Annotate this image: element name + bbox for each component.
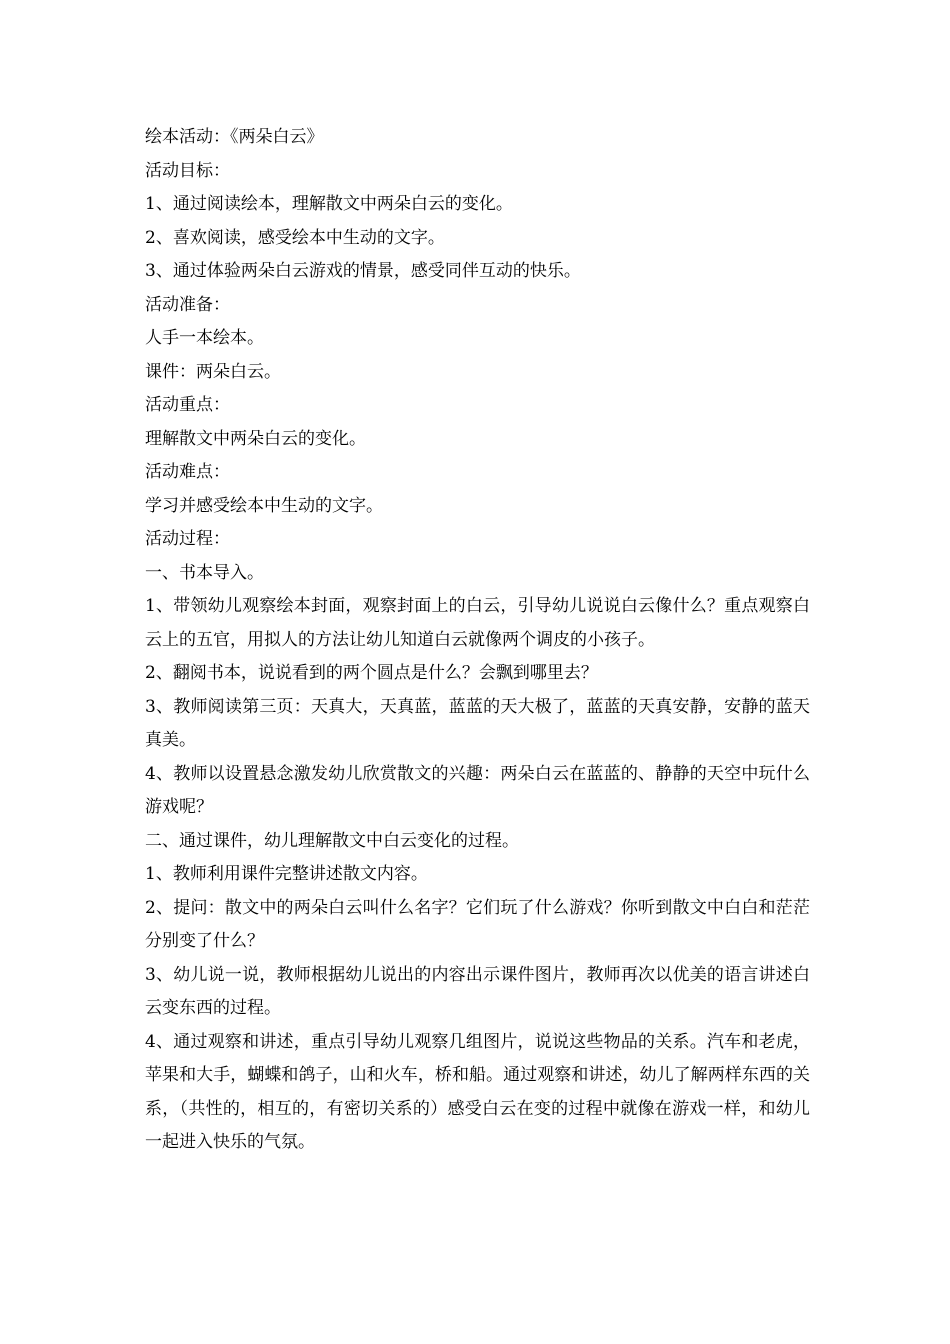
process-part-2-step-2: 2、提问：散文中的两朵白云叫什么名字？它们玩了什么游戏？你听到散文中白白和茫茫分别变了什么？ — [145, 897, 810, 951]
document-body — [145, 121, 810, 1160]
section-heading-difficulty: 活动难点： — [145, 462, 230, 482]
process-part-1-step-2: 2、翻阅书本，说说看到的两个圆点是什么？会飘到哪里去？ — [145, 663, 598, 683]
document-title: 绘本活动：《两朵白云》 — [145, 127, 324, 147]
key-point-text: 理解散文中两朵白云的变化。 — [145, 428, 366, 449]
process-part-1-step-3: 3、教师阅读第三页：天真大，天真蓝，蓝蓝的天大极了，蓝蓝的天真安静，安静的蓝天真美。 — [145, 696, 810, 750]
process-part-2-step-1: 1、教师利用课件完整讲述散文内容。 — [145, 864, 428, 884]
section-heading-process: 活动过程： — [145, 529, 230, 549]
process-part-2-step-4: 4、通过观察和讲述，重点引导幼儿观察几组图片，说说这些物品的关系。汽车和老虎，苹果和大手，蝴蝶和鸽子，山和火车，桥和船。通过观察和讲述，幼儿了解两样东西的关系，（共性的，相互的，有密切关系的）感受白云在变的过程中就像在游戏一样，和幼儿一起进入快乐的气氛。 — [145, 1031, 810, 1152]
goal-item-3: 3、通过体验两朵白云游戏的情景，感受同伴互动的快乐。 — [145, 261, 581, 281]
preparation-item-2: 课件：两朵白云。 — [145, 361, 281, 382]
process-part-1-heading: 一、书本导入。 — [145, 562, 264, 583]
section-heading-key-point: 活动重点： — [145, 395, 230, 415]
goal-item-1: 1、通过阅读绘本，理解散文中两朵白云的变化。 — [145, 194, 513, 214]
process-part-2-step-3: 3、幼儿说一说，教师根据幼儿说出的内容出示课件图片，教师再次以优美的语言讲述白云变东西的过程。 — [145, 964, 810, 1018]
section-heading-preparation: 活动准备： — [145, 294, 230, 315]
process-part-1-step-1: 1、带领幼儿观察绘本封面，观察封面上的白云，引导幼儿说说白云像什么？重点观察白云上的五官，用拟人的方法让幼儿知道白云就像两个调皮的小孩子。 — [145, 596, 810, 650]
section-heading-goals: 活动目标： — [145, 160, 230, 181]
goal-item-2: 2、喜欢阅读，感受绘本中生动的文字。 — [145, 227, 445, 248]
preparation-item-1: 人手一本绘本。 — [145, 328, 264, 348]
difficulty-text: 学习并感受绘本中生动的文字。 — [145, 495, 383, 516]
process-part-1-step-4: 4、教师以设置悬念激发幼儿欣赏散文的兴趣：两朵白云在蓝蓝的、静静的天空中玩什么游戏呢？ — [145, 763, 810, 817]
process-part-2-heading: 二、通过课件，幼儿理解散文中白云变化的过程。 — [145, 830, 519, 851]
